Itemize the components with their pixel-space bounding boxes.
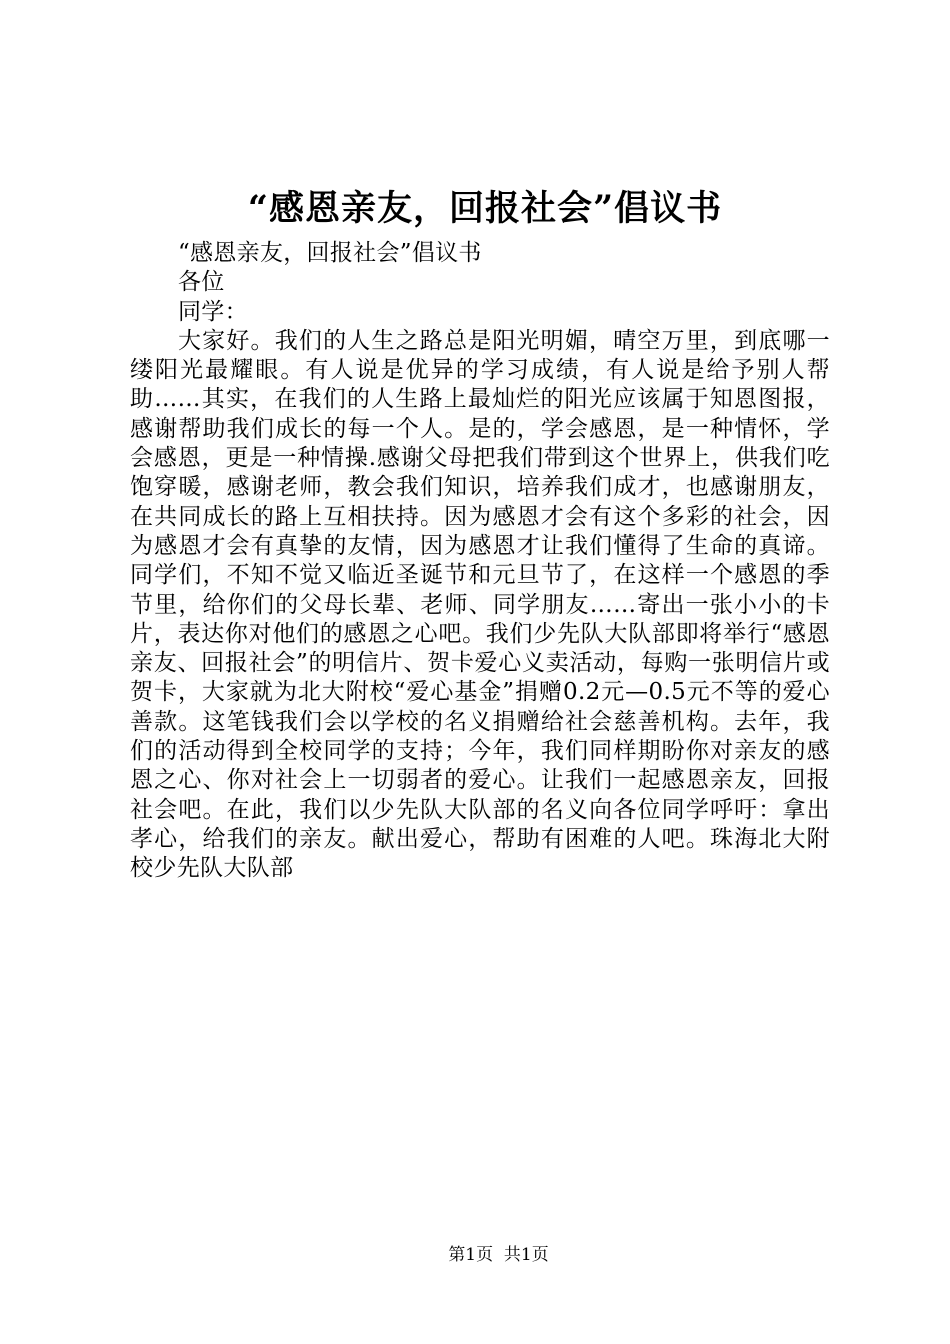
body-heading-line: “感恩亲友，回报社会”倡议书 [178, 240, 482, 266]
main-paragraph: 大家好。我们的人生之路总是阳光明媚，晴空万里，到底哪一缕阳光最耀眼。有人说是优异的学习成绩，有人说是给予别人帮助……其实，在我们的人生路上最灿烂的阳光应该属于知恩图报，感谢帮助我们成长的每一个人。是的，学会感恩，是一种情怀，学会感恩，更是一种情操.感谢父母把我们带到这个世界上，供我们吃饱穿暖，感谢老师，教会我们知识，培养我们成才，也感谢朋友，在共同成长的路上互相扶持。因为感恩才会有这个多彩的社会，因为感恩才会有真挚的友情，因为感恩才让我们懂得了生命的真谛。同学们，不知不觉又临近圣诞节和元旦节了，在这样一个感恩的季节里，给你们的父母长辈、老师、同学朋友……寄出一张小小的卡片，表达你对他们的感恩之心吧。我们少先队大队部即将举行“感恩亲友、回报社会”的明信片、贺卡爱心义卖活动，每购一张明信片或贺卡，大家就为北大附校“爱心基金”捐赠0.2元—0.5元不等的爱心善款。这笔钱我们会以学校的名义捐赠给社会慈善机构。去年，我们的活动得到全校同学的支持；今年，我们同样期盼你对亲友的感恩之心、你对社会上一切弱者的爱心。让我们一起感恩亲友，回报社会吧。在此，我们以少先队大队部的名义向各位同学呼吁：拿出孝心，给我们的亲友。献出爱心，帮助有困难的人吧。珠海北大附校少先队大队部 [130, 327, 830, 882]
document-body [130, 239, 830, 884]
document-title: “感恩亲友，回报社会”倡议书 [247, 188, 723, 229]
page-number-footer: 第1页 共1页 [448, 1245, 549, 1265]
salutation-line-2: 同学： [178, 298, 248, 325]
salutation-line: 各位 [178, 269, 225, 296]
